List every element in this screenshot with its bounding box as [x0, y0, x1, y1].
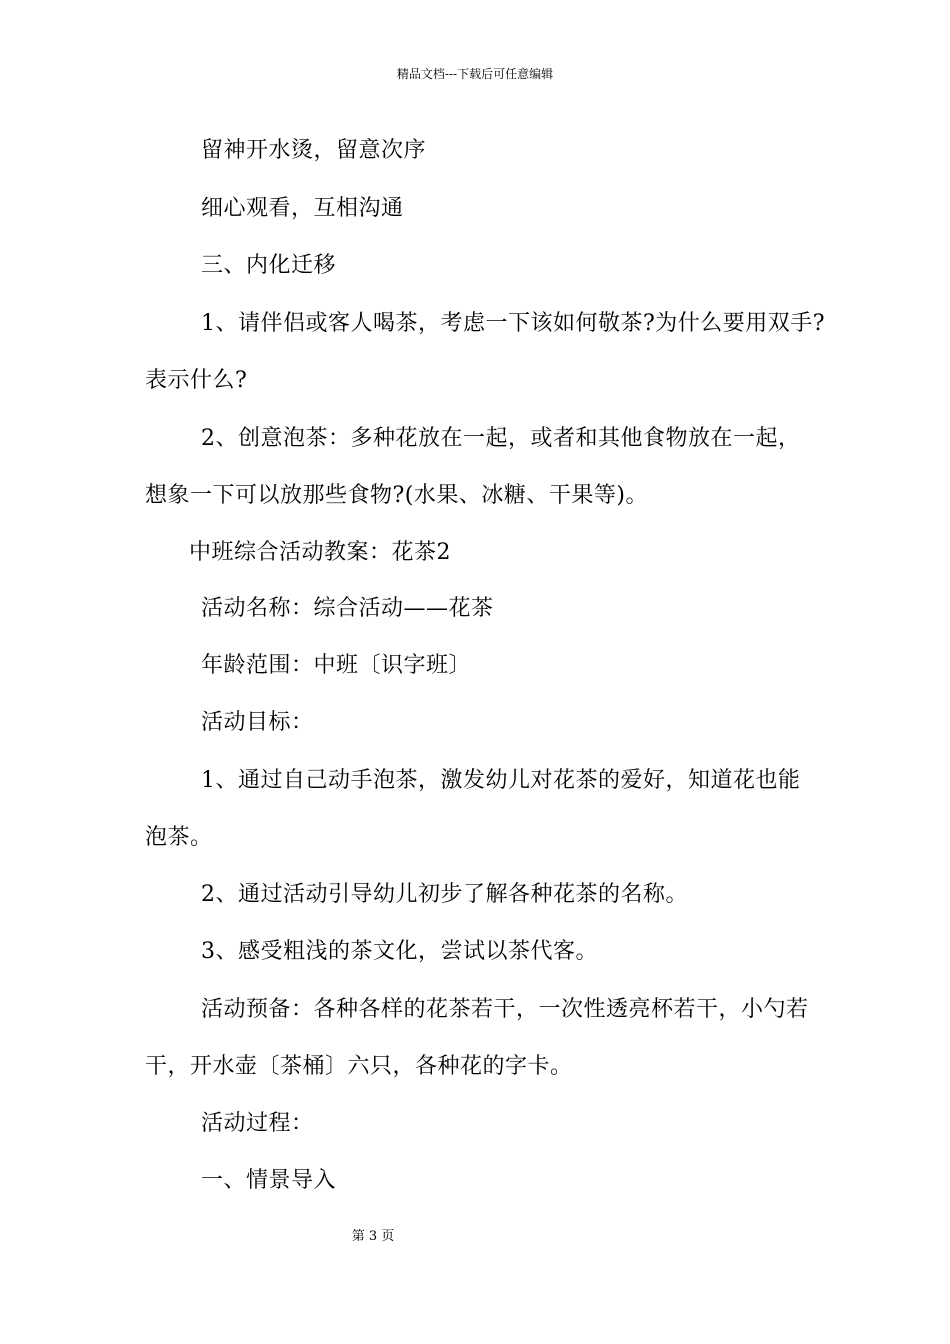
page-number: 第 3 页 [351, 1229, 395, 1244]
text-line: 留神开水烫，留意次序 [201, 138, 427, 163]
text-line: 表示什么? [145, 368, 248, 393]
text-line: 想象一下可以放那些食物?(水果、冰糖、干果等)。 [145, 483, 648, 508]
text-line: 2、通过活动引导幼儿初步了解各种花茶的名称。 [201, 882, 688, 907]
document-title: 中班综合活动教案：花茶2 [189, 540, 451, 565]
text-line: 活动预备：各种各样的花茶若干，一次性透亮杯若干，小勺若 [201, 997, 809, 1022]
text-line: 干，开水壶〔茶桶〕六只，各种花的字卡。 [145, 1054, 573, 1079]
section-heading: 活动过程： [201, 1111, 314, 1136]
section-heading: 一、情景导入 [201, 1168, 337, 1193]
page-header: 精品文档---下载后可任意编辑 [396, 67, 554, 81]
text-line: 1、请伴侣或客人喝茶，考虑一下该如何敬茶?为什么要用双手? [201, 311, 826, 336]
text-line: 1、通过自己动手泡茶，激发幼儿对花茶的爱好，知道花也能 [201, 768, 801, 793]
text-line: 细心观看，互相沟通 [201, 196, 404, 221]
text-line: 2、创意泡茶：多种花放在一起，或者和其他食物放在一起， [201, 426, 801, 451]
text-line: 年龄范围：中班〔识字班〕 [201, 653, 472, 678]
text-line: 活动名称：综合活动——花茶 [201, 596, 494, 621]
text-line: 3、感受粗浅的茶文化，尝试以茶代客。 [201, 939, 598, 964]
text-line: 泡茶。 [145, 825, 213, 850]
section-heading: 三、内化迁移 [201, 253, 337, 278]
section-heading: 活动目标： [201, 710, 314, 735]
